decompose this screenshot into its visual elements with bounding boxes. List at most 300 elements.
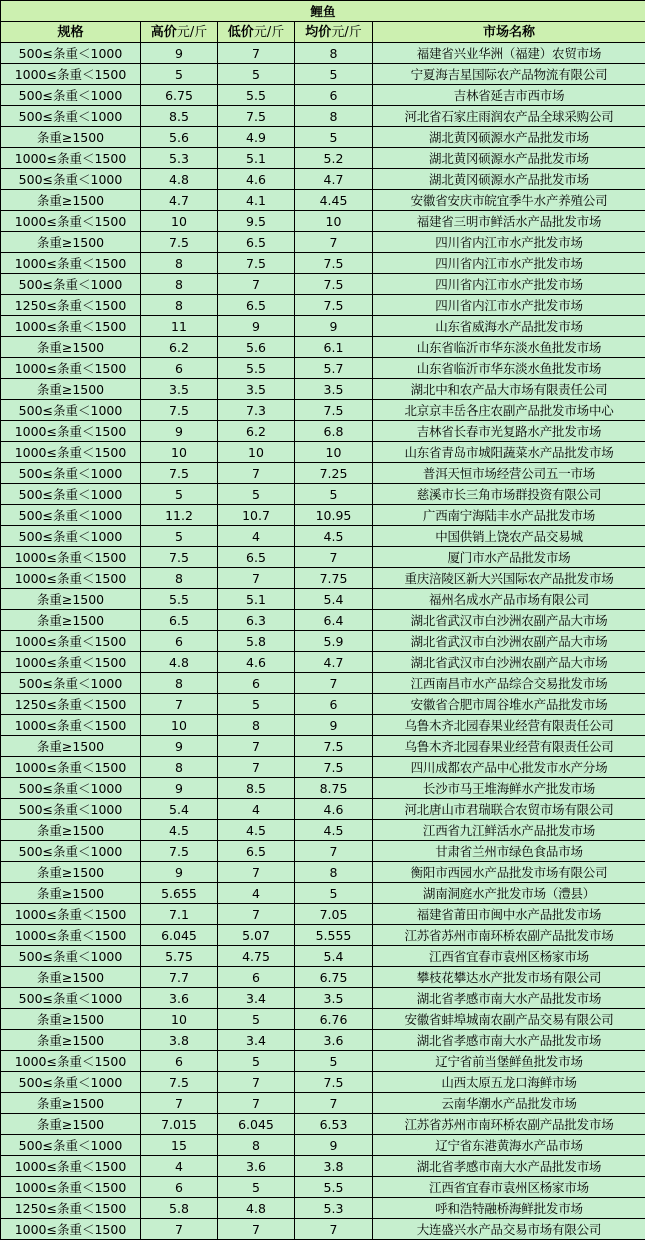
market-cell: 长沙市马王堆海鲜水产批发市场 xyxy=(373,778,645,799)
header-spec: 规格 xyxy=(1,22,141,43)
high-price-cell: 6 xyxy=(141,631,218,652)
spec-cell: 1000≤条重＜1500 xyxy=(1,211,141,232)
table-row xyxy=(1,1177,645,1198)
high-price-cell: 7 xyxy=(141,1093,218,1114)
market-cell: 安徽省安庆市皖宜季牛水产养殖公司 xyxy=(373,190,645,211)
market-cell: 山东省青岛市城阳蔬菜水产品批发市场 xyxy=(373,442,645,463)
low-price-cell: 5 xyxy=(218,64,295,85)
header-avg xyxy=(295,22,373,43)
table-row xyxy=(1,757,645,778)
low-price-cell: 7 xyxy=(218,1072,295,1093)
avg-price-cell: 5.555 xyxy=(295,925,373,946)
high-price-cell: 9 xyxy=(141,736,218,757)
spec-cell: 500≤条重＜1000 xyxy=(1,106,141,127)
market-cell: 攀枝花攀达水产批发市场有限公司 xyxy=(373,967,645,988)
market-cell: 北京京丰岳各庄农副产品批发市场中心 xyxy=(373,400,645,421)
avg-price-cell: 4.45 xyxy=(295,190,373,211)
avg-price-cell: 7.5 xyxy=(295,253,373,274)
spec-cell: 1000≤条重＜1500 xyxy=(1,925,141,946)
header-low-unit: 元/斤 xyxy=(253,24,285,40)
market-cell: 重庆涪陵区新大兴国际农产品批发市场 xyxy=(373,568,645,589)
market-cell: 辽宁省东港黄海水产品市场 xyxy=(373,1135,645,1156)
avg-price-cell: 7 xyxy=(295,1219,373,1240)
high-price-cell: 3.5 xyxy=(141,379,218,400)
spec-cell: 1000≤条重＜1500 xyxy=(1,1156,141,1177)
market-cell: 四川省内江市水产批发市场 xyxy=(373,295,645,316)
market-cell: 广西南宁海陆丰水产品批发市场 xyxy=(373,505,645,526)
avg-price-cell: 7.5 xyxy=(295,274,373,295)
high-price-cell: 8 xyxy=(141,568,218,589)
avg-price-cell: 10.95 xyxy=(295,505,373,526)
market-cell: 辽宁省前当堡鲜鱼批发市场 xyxy=(373,1051,645,1072)
spec-cell: 条重≥1500 xyxy=(1,1030,141,1051)
high-price-cell: 10 xyxy=(141,715,218,736)
header-high xyxy=(141,22,218,43)
spec-cell: 条重≥1500 xyxy=(1,589,141,610)
title-row xyxy=(1,1,645,22)
avg-price-cell: 7.25 xyxy=(295,463,373,484)
header-high-label: 高价 xyxy=(150,24,177,40)
market-cell: 衡阳市西园水产品批发市场有限公司 xyxy=(373,862,645,883)
avg-price-cell: 6.4 xyxy=(295,610,373,631)
low-price-cell: 6.045 xyxy=(218,1114,295,1135)
table-row xyxy=(1,85,645,106)
spec-cell: 500≤条重＜1000 xyxy=(1,463,141,484)
high-price-cell: 8 xyxy=(141,274,218,295)
high-price-cell: 7.7 xyxy=(141,967,218,988)
avg-price-cell: 7.5 xyxy=(295,736,373,757)
low-price-cell: 10 xyxy=(218,442,295,463)
market-cell: 福建省莆田市闽中水产品批发市场 xyxy=(373,904,645,925)
table-row xyxy=(1,883,645,904)
table-row xyxy=(1,1135,645,1156)
high-price-cell: 4.7 xyxy=(141,190,218,211)
avg-price-cell: 5.4 xyxy=(295,946,373,967)
low-price-cell: 5 xyxy=(218,1009,295,1030)
avg-price-cell: 5 xyxy=(295,484,373,505)
low-price-cell: 7 xyxy=(218,1219,295,1240)
header-low xyxy=(218,22,295,43)
high-price-cell: 3.6 xyxy=(141,988,218,1009)
market-cell: 湖南洞庭水产批发市场（澧县） xyxy=(373,883,645,904)
table-row xyxy=(1,610,645,631)
spec-cell: 500≤条重＜1000 xyxy=(1,400,141,421)
spec-cell: 500≤条重＜1000 xyxy=(1,43,141,64)
table-row xyxy=(1,106,645,127)
table-row xyxy=(1,232,645,253)
avg-price-cell: 5.4 xyxy=(295,589,373,610)
market-cell: 湖北省武汉市白沙洲农副产品大市场 xyxy=(373,610,645,631)
table-row xyxy=(1,589,645,610)
high-price-cell: 10 xyxy=(141,211,218,232)
high-price-cell: 6.5 xyxy=(141,610,218,631)
high-price-cell: 6.75 xyxy=(141,85,218,106)
avg-price-cell: 3.5 xyxy=(295,988,373,1009)
market-cell: 山西太原五龙口海鲜市场 xyxy=(373,1072,645,1093)
header-high-unit: 元/斤 xyxy=(176,24,208,40)
low-price-cell: 4 xyxy=(218,799,295,820)
spec-cell: 500≤条重＜1000 xyxy=(1,1072,141,1093)
spec-cell: 条重≥1500 xyxy=(1,232,141,253)
avg-price-cell: 5.3 xyxy=(295,1198,373,1219)
avg-price-cell: 6.76 xyxy=(295,1009,373,1030)
market-cell: 四川成都农产品中心批发市水产分场 xyxy=(373,757,645,778)
spec-cell: 条重≥1500 xyxy=(1,820,141,841)
table-row xyxy=(1,988,645,1009)
low-price-cell: 4.75 xyxy=(218,946,295,967)
table-row xyxy=(1,967,645,988)
header-avg-label: 均价 xyxy=(305,24,332,40)
spec-cell: 条重≥1500 xyxy=(1,379,141,400)
avg-price-cell: 7.75 xyxy=(295,568,373,589)
header-row xyxy=(1,22,645,43)
table-row xyxy=(1,631,645,652)
avg-price-cell: 10 xyxy=(295,442,373,463)
avg-price-cell: 4.5 xyxy=(295,526,373,547)
spec-cell: 500≤条重＜1000 xyxy=(1,169,141,190)
avg-price-cell: 7 xyxy=(295,841,373,862)
spec-cell: 1250≤条重＜1500 xyxy=(1,295,141,316)
low-price-cell: 8.5 xyxy=(218,778,295,799)
high-price-cell: 4 xyxy=(141,1156,218,1177)
high-price-cell: 9 xyxy=(141,778,218,799)
low-price-cell: 6.2 xyxy=(218,421,295,442)
low-price-cell: 4.6 xyxy=(218,169,295,190)
low-price-cell: 5 xyxy=(218,1051,295,1072)
avg-price-cell: 6.1 xyxy=(295,337,373,358)
low-price-cell: 4.8 xyxy=(218,1198,295,1219)
spec-cell: 1000≤条重＜1500 xyxy=(1,547,141,568)
high-price-cell: 6 xyxy=(141,1051,218,1072)
table-row xyxy=(1,652,645,673)
high-price-cell: 6 xyxy=(141,358,218,379)
table-row xyxy=(1,442,645,463)
high-price-cell: 10 xyxy=(141,442,218,463)
high-price-cell: 5.3 xyxy=(141,148,218,169)
low-price-cell: 6.5 xyxy=(218,295,295,316)
spec-cell: 1000≤条重＜1500 xyxy=(1,358,141,379)
low-price-cell: 6 xyxy=(218,673,295,694)
market-cell: 呼和浩特融桥海鲜批发市场 xyxy=(373,1198,645,1219)
spec-cell: 500≤条重＜1000 xyxy=(1,946,141,967)
avg-price-cell: 7.5 xyxy=(295,295,373,316)
header-market: 市场名称 xyxy=(373,22,645,43)
high-price-cell: 9 xyxy=(141,421,218,442)
low-price-cell: 7.5 xyxy=(218,253,295,274)
market-cell: 四川省内江市水产批发市场 xyxy=(373,232,645,253)
spec-cell: 条重≥1500 xyxy=(1,967,141,988)
high-price-cell: 5.8 xyxy=(141,1198,218,1219)
avg-price-cell: 6.8 xyxy=(295,421,373,442)
table-row xyxy=(1,274,645,295)
high-price-cell: 5 xyxy=(141,484,218,505)
table-row xyxy=(1,715,645,736)
table-row xyxy=(1,799,645,820)
market-cell: 江苏省苏州市南环桥农副产品批发市场 xyxy=(373,925,645,946)
avg-price-cell: 10 xyxy=(295,211,373,232)
low-price-cell: 5.8 xyxy=(218,631,295,652)
spec-cell: 1000≤条重＜1500 xyxy=(1,1219,141,1240)
high-price-cell: 6 xyxy=(141,1177,218,1198)
low-price-cell: 7 xyxy=(218,43,295,64)
high-price-cell: 5 xyxy=(141,526,218,547)
avg-price-cell: 7 xyxy=(295,232,373,253)
low-price-cell: 10.7 xyxy=(218,505,295,526)
table-row xyxy=(1,925,645,946)
spec-cell: 1000≤条重＜1500 xyxy=(1,64,141,85)
table-title: 鲤鱼 xyxy=(1,1,645,22)
market-cell: 湖北省武汉市白沙洲农副产品大市场 xyxy=(373,652,645,673)
high-price-cell: 3.8 xyxy=(141,1030,218,1051)
low-price-cell: 3.5 xyxy=(218,379,295,400)
high-price-cell: 11.2 xyxy=(141,505,218,526)
market-cell: 福建省兴业华洲（福建）农贸市场 xyxy=(373,43,645,64)
table-row xyxy=(1,1051,645,1072)
high-price-cell: 7.5 xyxy=(141,463,218,484)
high-price-cell: 7.5 xyxy=(141,1072,218,1093)
low-price-cell: 6.5 xyxy=(218,841,295,862)
high-price-cell: 6.045 xyxy=(141,925,218,946)
low-price-cell: 7 xyxy=(218,463,295,484)
spec-cell: 1000≤条重＜1500 xyxy=(1,1051,141,1072)
avg-price-cell: 7 xyxy=(295,673,373,694)
low-price-cell: 7 xyxy=(218,736,295,757)
low-price-cell: 7 xyxy=(218,757,295,778)
avg-price-cell: 6.75 xyxy=(295,967,373,988)
low-price-cell: 9 xyxy=(218,316,295,337)
market-cell: 江西省九江鲜活水产品批发市场 xyxy=(373,820,645,841)
table-row xyxy=(1,820,645,841)
avg-price-cell: 4.7 xyxy=(295,169,373,190)
table-row xyxy=(1,358,645,379)
high-price-cell: 7.5 xyxy=(141,400,218,421)
market-cell: 湖北黄冈硕源水产品批发市场 xyxy=(373,127,645,148)
high-price-cell: 7 xyxy=(141,1219,218,1240)
avg-price-cell: 5.5 xyxy=(295,1177,373,1198)
market-cell: 厦门市水产品批发市场 xyxy=(373,547,645,568)
table-row xyxy=(1,1114,645,1135)
table-row xyxy=(1,547,645,568)
low-price-cell: 4.5 xyxy=(218,820,295,841)
table-row xyxy=(1,484,645,505)
low-price-cell: 5 xyxy=(218,1177,295,1198)
market-cell: 江苏省苏州市南环桥农副产品批发市场 xyxy=(373,1114,645,1135)
high-price-cell: 9 xyxy=(141,862,218,883)
low-price-cell: 5.5 xyxy=(218,358,295,379)
avg-price-cell: 9 xyxy=(295,1135,373,1156)
table-row xyxy=(1,862,645,883)
avg-price-cell: 6.53 xyxy=(295,1114,373,1135)
spec-cell: 1000≤条重＜1500 xyxy=(1,757,141,778)
spec-cell: 1000≤条重＜1500 xyxy=(1,1177,141,1198)
spec-cell: 条重≥1500 xyxy=(1,1009,141,1030)
market-cell: 山东省临沂市华东淡水鱼批发市场 xyxy=(373,337,645,358)
low-price-cell: 5 xyxy=(218,484,295,505)
market-cell: 江西省宜春市袁州区杨家市场 xyxy=(373,1177,645,1198)
avg-price-cell: 4.5 xyxy=(295,820,373,841)
low-price-cell: 8 xyxy=(218,1135,295,1156)
table-row xyxy=(1,64,645,85)
table-row xyxy=(1,1030,645,1051)
low-price-cell: 5.1 xyxy=(218,589,295,610)
high-price-cell: 7.5 xyxy=(141,841,218,862)
avg-price-cell: 5.9 xyxy=(295,631,373,652)
market-cell: 湖北黄冈硕源水产品批发市场 xyxy=(373,169,645,190)
low-price-cell: 3.6 xyxy=(218,1156,295,1177)
market-cell: 大连盛兴水产品交易市场有限公司 xyxy=(373,1219,645,1240)
market-cell: 河北省石家庄雨润农产品全球采购公司 xyxy=(373,106,645,127)
spec-cell: 500≤条重＜1000 xyxy=(1,778,141,799)
low-price-cell: 5.5 xyxy=(218,85,295,106)
market-cell: 江西南昌市水产品综合交易批发市场 xyxy=(373,673,645,694)
spec-cell: 500≤条重＜1000 xyxy=(1,799,141,820)
table-row xyxy=(1,778,645,799)
avg-price-cell: 5 xyxy=(295,64,373,85)
market-cell: 湖北中和农产品大市场有限责任公司 xyxy=(373,379,645,400)
high-price-cell: 7.5 xyxy=(141,547,218,568)
market-cell: 湖北省武汉市白沙洲农副产品大市场 xyxy=(373,631,645,652)
spec-cell: 500≤条重＜1000 xyxy=(1,85,141,106)
market-cell: 吉林省延吉市西市场 xyxy=(373,85,645,106)
high-price-cell: 15 xyxy=(141,1135,218,1156)
high-price-cell: 5.6 xyxy=(141,127,218,148)
market-cell: 四川省内江市水产批发市场 xyxy=(373,253,645,274)
low-price-cell: 4 xyxy=(218,526,295,547)
low-price-cell: 7 xyxy=(218,862,295,883)
high-price-cell: 7.1 xyxy=(141,904,218,925)
market-cell: 湖北省孝感市南大水产品批发市场 xyxy=(373,1030,645,1051)
market-cell: 福建省三明市鲜活水产品批发市场 xyxy=(373,211,645,232)
table-row xyxy=(1,1009,645,1030)
low-price-cell: 5.6 xyxy=(218,337,295,358)
avg-price-cell: 8 xyxy=(295,43,373,64)
spec-cell: 1000≤条重＜1500 xyxy=(1,652,141,673)
table-row xyxy=(1,694,645,715)
low-price-cell: 7 xyxy=(218,904,295,925)
low-price-cell: 7 xyxy=(218,274,295,295)
spec-cell: 条重≥1500 xyxy=(1,883,141,904)
spec-cell: 条重≥1500 xyxy=(1,862,141,883)
market-cell: 慈溪市长三角市场群投资有限公司 xyxy=(373,484,645,505)
avg-price-cell: 7.5 xyxy=(295,757,373,778)
spec-cell: 1000≤条重＜1500 xyxy=(1,253,141,274)
high-price-cell: 8 xyxy=(141,757,218,778)
avg-price-cell: 9 xyxy=(295,316,373,337)
market-cell: 安徽省合肥市周谷堆水产品批发市场 xyxy=(373,694,645,715)
spec-cell: 条重≥1500 xyxy=(1,337,141,358)
spec-cell: 500≤条重＜1000 xyxy=(1,484,141,505)
table-row xyxy=(1,1072,645,1093)
spec-cell: 1250≤条重＜1500 xyxy=(1,694,141,715)
high-price-cell: 4.8 xyxy=(141,652,218,673)
high-price-cell: 5 xyxy=(141,64,218,85)
low-price-cell: 4.9 xyxy=(218,127,295,148)
market-cell: 甘肃省兰州市绿色食品市场 xyxy=(373,841,645,862)
avg-price-cell: 5 xyxy=(295,1051,373,1072)
spec-cell: 条重≥1500 xyxy=(1,127,141,148)
spec-cell: 500≤条重＜1000 xyxy=(1,505,141,526)
low-price-cell: 4.6 xyxy=(218,652,295,673)
table-row xyxy=(1,1156,645,1177)
avg-price-cell: 8.75 xyxy=(295,778,373,799)
avg-price-cell: 4.7 xyxy=(295,652,373,673)
avg-price-cell: 7.5 xyxy=(295,400,373,421)
high-price-cell: 6.2 xyxy=(141,337,218,358)
spec-cell: 条重≥1500 xyxy=(1,190,141,211)
low-price-cell: 7 xyxy=(218,568,295,589)
avg-price-cell: 7 xyxy=(295,1093,373,1114)
spec-cell: 500≤条重＜1000 xyxy=(1,673,141,694)
spec-cell: 1250≤条重＜1500 xyxy=(1,1198,141,1219)
table-row xyxy=(1,316,645,337)
high-price-cell: 8 xyxy=(141,295,218,316)
table-row xyxy=(1,43,645,64)
avg-price-cell: 7.5 xyxy=(295,1072,373,1093)
avg-price-cell: 5 xyxy=(295,127,373,148)
table-row xyxy=(1,505,645,526)
spec-cell: 500≤条重＜1000 xyxy=(1,1135,141,1156)
market-cell: 乌鲁木齐北园春果业经营有限责任公司 xyxy=(373,715,645,736)
header-low-label: 低价 xyxy=(227,24,254,40)
high-price-cell: 5.5 xyxy=(141,589,218,610)
low-price-cell: 6.3 xyxy=(218,610,295,631)
avg-price-cell: 9 xyxy=(295,715,373,736)
market-cell: 普洱天恒市场经营公司五一市场 xyxy=(373,463,645,484)
avg-price-cell: 8 xyxy=(295,106,373,127)
table-row xyxy=(1,379,645,400)
low-price-cell: 9.5 xyxy=(218,211,295,232)
avg-price-cell: 5.7 xyxy=(295,358,373,379)
spec-cell: 1000≤条重＜1500 xyxy=(1,421,141,442)
high-price-cell: 9 xyxy=(141,43,218,64)
market-cell: 中国供销上饶农产品交易城 xyxy=(373,526,645,547)
high-price-cell: 4.5 xyxy=(141,820,218,841)
spec-cell: 500≤条重＜1000 xyxy=(1,526,141,547)
avg-price-cell: 4.6 xyxy=(295,799,373,820)
spec-cell: 500≤条重＜1000 xyxy=(1,274,141,295)
avg-price-cell: 5 xyxy=(295,883,373,904)
low-price-cell: 3.4 xyxy=(218,1030,295,1051)
spec-cell: 500≤条重＜1000 xyxy=(1,988,141,1009)
high-price-cell: 10 xyxy=(141,1009,218,1030)
table-row xyxy=(1,127,645,148)
table-row xyxy=(1,253,645,274)
market-cell: 山东省威海水产品批发市场 xyxy=(373,316,645,337)
low-price-cell: 7 xyxy=(218,1093,295,1114)
table-row xyxy=(1,1219,645,1240)
low-price-cell: 5.07 xyxy=(218,925,295,946)
table-row xyxy=(1,337,645,358)
market-cell: 云南华潮水产品批发市场 xyxy=(373,1093,645,1114)
market-cell: 江西省宜春市袁州区杨家市场 xyxy=(373,946,645,967)
spec-cell: 1000≤条重＜1500 xyxy=(1,442,141,463)
high-price-cell: 5.655 xyxy=(141,883,218,904)
high-price-cell: 8 xyxy=(141,253,218,274)
market-cell: 湖北省孝感市南大水产品批发市场 xyxy=(373,988,645,1009)
table-row xyxy=(1,463,645,484)
avg-price-cell: 6 xyxy=(295,85,373,106)
avg-price-cell: 3.8 xyxy=(295,1156,373,1177)
table-body xyxy=(1,43,645,1240)
table-row xyxy=(1,841,645,862)
high-price-cell: 7.5 xyxy=(141,232,218,253)
market-cell: 安徽省蚌埠城南农副产品交易有限公司 xyxy=(373,1009,645,1030)
spec-cell: 1000≤条重＜1500 xyxy=(1,715,141,736)
avg-price-cell: 7 xyxy=(295,547,373,568)
avg-price-cell: 8 xyxy=(295,862,373,883)
table-row xyxy=(1,400,645,421)
table-row xyxy=(1,736,645,757)
